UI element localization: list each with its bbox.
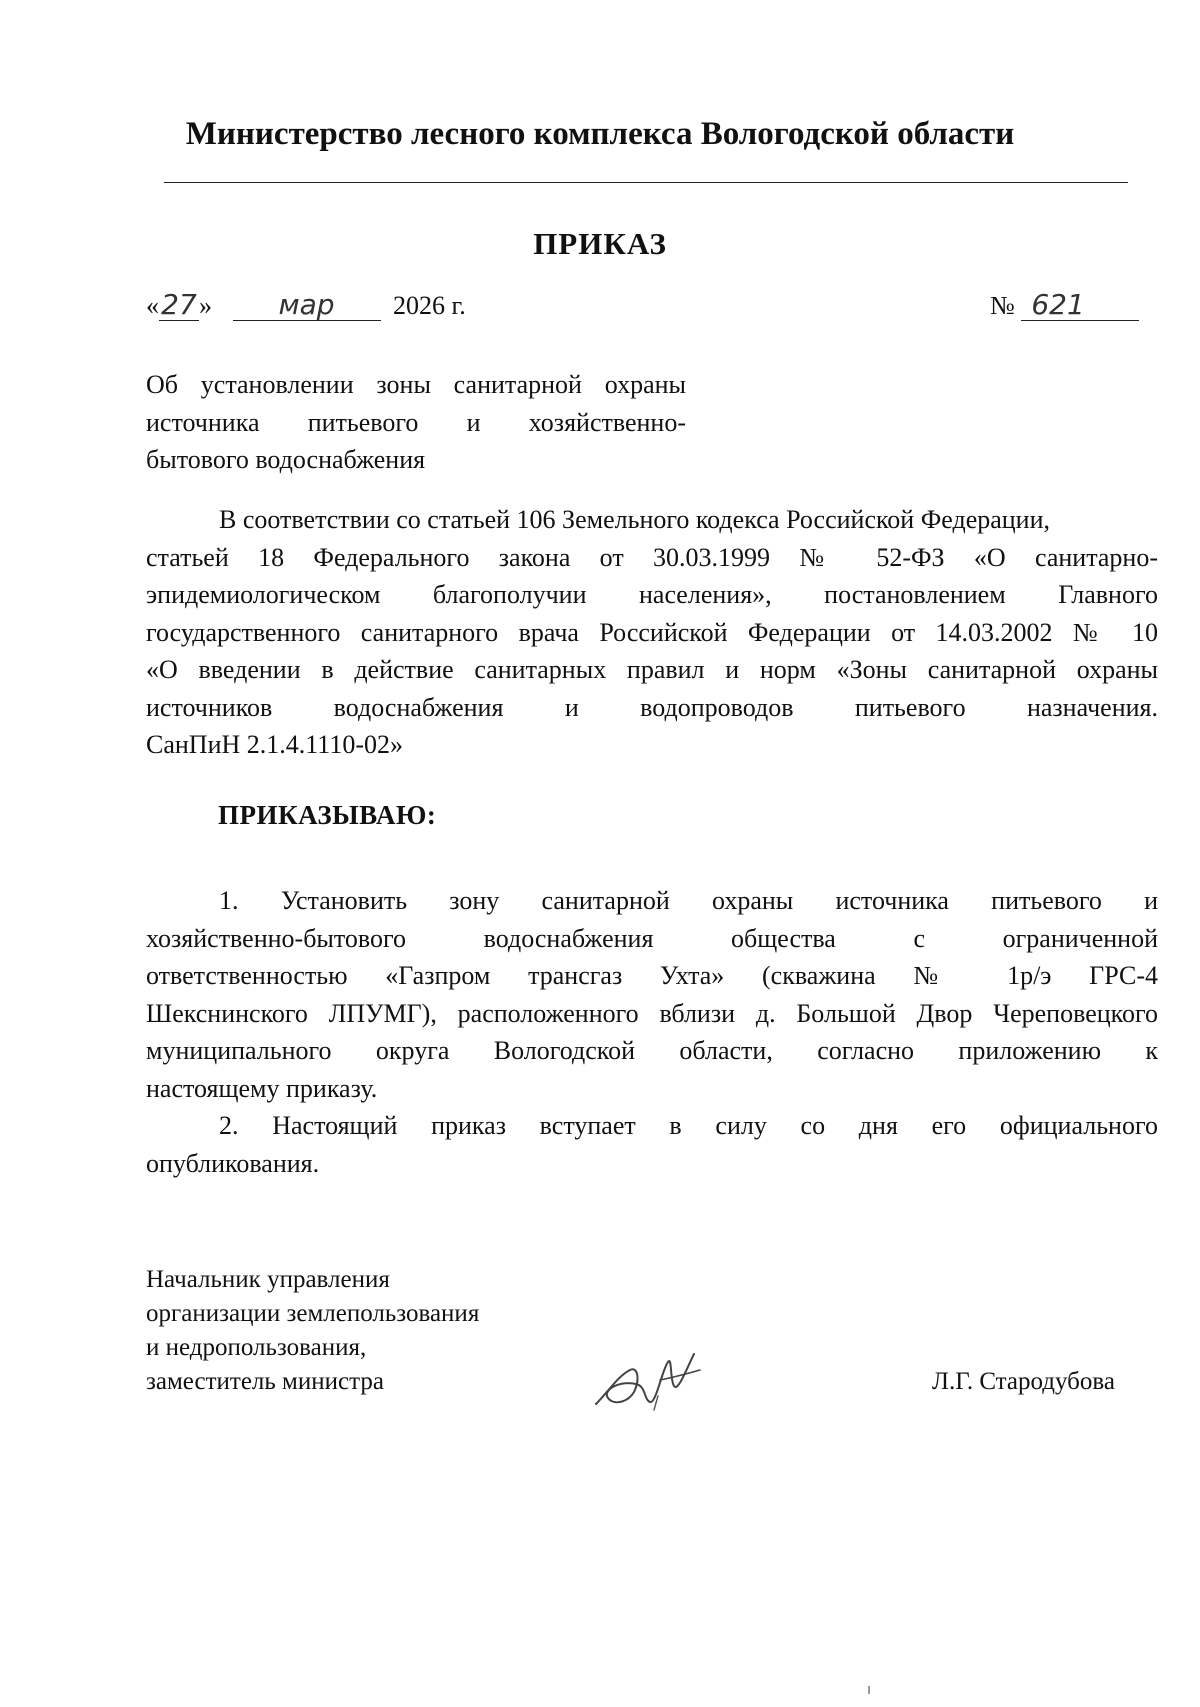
position-line: и недропользования, [146, 1334, 367, 1361]
date-line [146, 290, 466, 321]
item-line: муниципального округа Вологодской области, согласно приложению к [146, 1036, 1158, 1065]
order-item-1 [146, 886, 1158, 1111]
item-line: настоящему приказу. [146, 1073, 378, 1103]
signatory-name: Л.Г. Стародубова [932, 1368, 1115, 1395]
order-number-line [990, 290, 1139, 321]
subject-line: бытового водоснабжения [146, 445, 426, 474]
date-month-handwritten: мар [233, 290, 381, 321]
position-line: Начальник управления [146, 1266, 390, 1293]
ministry-name: Министерство лесного комплекса Вологодской области [185, 116, 1015, 152]
document-type: ПРИКАЗ [533, 226, 667, 261]
date-open-quote: « [146, 291, 159, 320]
subject-line: Об установлении зоны санитарной охраны [146, 370, 686, 399]
preamble-line: статьей 18 Федерального закона от 30.03.1999 № 52-ФЗ «О санитарно- [146, 542, 1158, 572]
preamble-line: В соответствии со статьей 106 Земельного кодекса Российской Федерации, [219, 505, 1051, 534]
date-day-handwritten: 27 [159, 290, 199, 321]
item-line: хозяйственно-бытового водоснабжения общества с ограниченной [146, 923, 1158, 953]
preamble [146, 505, 1158, 768]
subject-line: источника питьевого и хозяйственно- [146, 407, 686, 437]
position-line: заместитель министра [146, 1368, 384, 1395]
item-line: ответственностью «Газпром трансгаз Ухта» (скважина № 1р/э ГРС-4 [146, 961, 1158, 990]
order-word: ПРИКАЗЫВАЮ: [218, 800, 437, 830]
preamble-line: СанПиН 2.1.4.1110-02» [146, 730, 403, 759]
item-line: 1. Установить зону санитарной охраны источника питьевого и [219, 886, 1158, 915]
item-line: Шекснинского ЛПУМГ), расположенного вблизи д. Большой Двор Череповецкого [146, 998, 1158, 1028]
date-close-quote: » [199, 291, 212, 320]
item-line: опубликования. [146, 1148, 320, 1178]
item-line: 2. Настоящий приказ вступает в силу со дня его официального [219, 1111, 1158, 1140]
signatory-position [146, 1265, 479, 1401]
date-year: 2026 г. [393, 291, 466, 320]
preamble-line: государственного санитарного врача Российской Федерации от 14.03.2002 № 10 [146, 617, 1158, 647]
order-subject [146, 370, 686, 483]
order-item-2 [146, 1111, 1158, 1186]
preamble-line: источников водоснабжения и водопроводов питьевого назначения. [146, 692, 1158, 722]
header-divider [164, 182, 1128, 183]
preamble-line: «О введении в действие санитарных правил и норм «Зоны санитарной охраны [146, 655, 1158, 684]
order-number-handwritten: 621 [1021, 290, 1139, 321]
handwritten-signature [590, 1340, 710, 1420]
position-line: организации землепользования [146, 1300, 480, 1327]
scan-speck [868, 1686, 870, 1694]
preamble-line: эпидемиологическом благополучии населения», постановлением Главного [146, 580, 1158, 609]
number-label: № [990, 291, 1015, 320]
